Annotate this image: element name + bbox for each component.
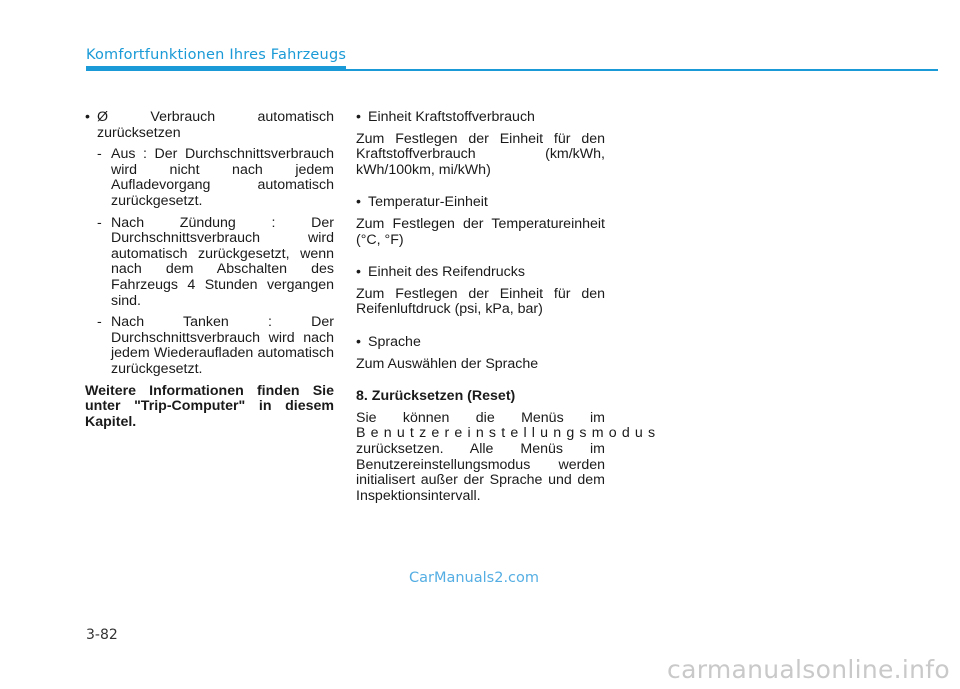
reset-text-line-2: Benutzereinstellungsmodus: [356, 425, 661, 442]
carmanuals-watermark: CarManuals2.com: [409, 570, 540, 586]
fuel-unit-description: Zum Festlegen der Einheit für den Kraftstoffverbrauch (km/kWh, kWh/100km, mi/kWh): [356, 130, 605, 178]
bullet-fuel-unit: • Einheit Kraftstoffverbrauch: [356, 110, 605, 126]
sub-item-off: - Aus : Der Durchschnittsverbrauch wird nicht nach jedem Aufladevorgang automatisch zurückgesetzt.: [97, 147, 334, 209]
language-description: Zum Auswählen der Sprache: [356, 355, 539, 372]
section-title: Komfortfunktionen Ihres Fahrzeugs: [86, 47, 347, 63]
reset-description: [356, 409, 661, 505]
right-column: [356, 109, 661, 504]
sub-item-after-ignition: - Nach Zündung : Der Durchschnittsverbrauch wird automatisch zurückgesetzt, wenn nach dem Abschalten des Fahrzeugs 4 Stunden vergangen sind.: [97, 216, 334, 310]
reset-heading: 8. Zurücksetzen (Reset): [356, 388, 516, 405]
tire-pressure-unit-description: Zum Festlegen der Einheit für den Reifenluftdruck (psi, kPa, bar): [356, 285, 605, 318]
bullet-reset-consumption: • Ø Verbrauch automatisch zurücksetzen: [85, 110, 334, 141]
reset-text-rest: zurücksetzen. Alle Menüs im Benutzereinstellungsmodus werden initialisert außer der Sprache und dem Inspektionsintervall.: [356, 440, 605, 504]
header-rule-thin: [346, 69, 938, 71]
bullet-tire-pressure-unit: • Einheit des Reifendrucks: [356, 265, 605, 281]
trip-computer-note: Weitere Informationen finden Sie unter "Trip-Computer" in diesem Kapitel.: [85, 382, 334, 430]
header-rule-thick: [86, 66, 346, 71]
reset-text-line-1: Sie können die Menüs im: [356, 409, 605, 426]
temperature-unit-description: Zum Festlegen der Temperatureinheit (°C, °F): [356, 215, 605, 248]
sub-item-after-refuel: - Nach Tanken : Der Durchschnittsverbrauch wird nach jedem Wiederaufladen automatisch zurückgesetzt.: [97, 315, 334, 377]
footer-watermark: carmanualsonline.info: [667, 655, 950, 684]
page-number: 3-82: [86, 627, 118, 643]
left-column: [85, 110, 334, 436]
bullet-language: • Sprache: [356, 335, 605, 351]
bullet-temperature-unit: • Temperatur-Einheit: [356, 195, 605, 211]
